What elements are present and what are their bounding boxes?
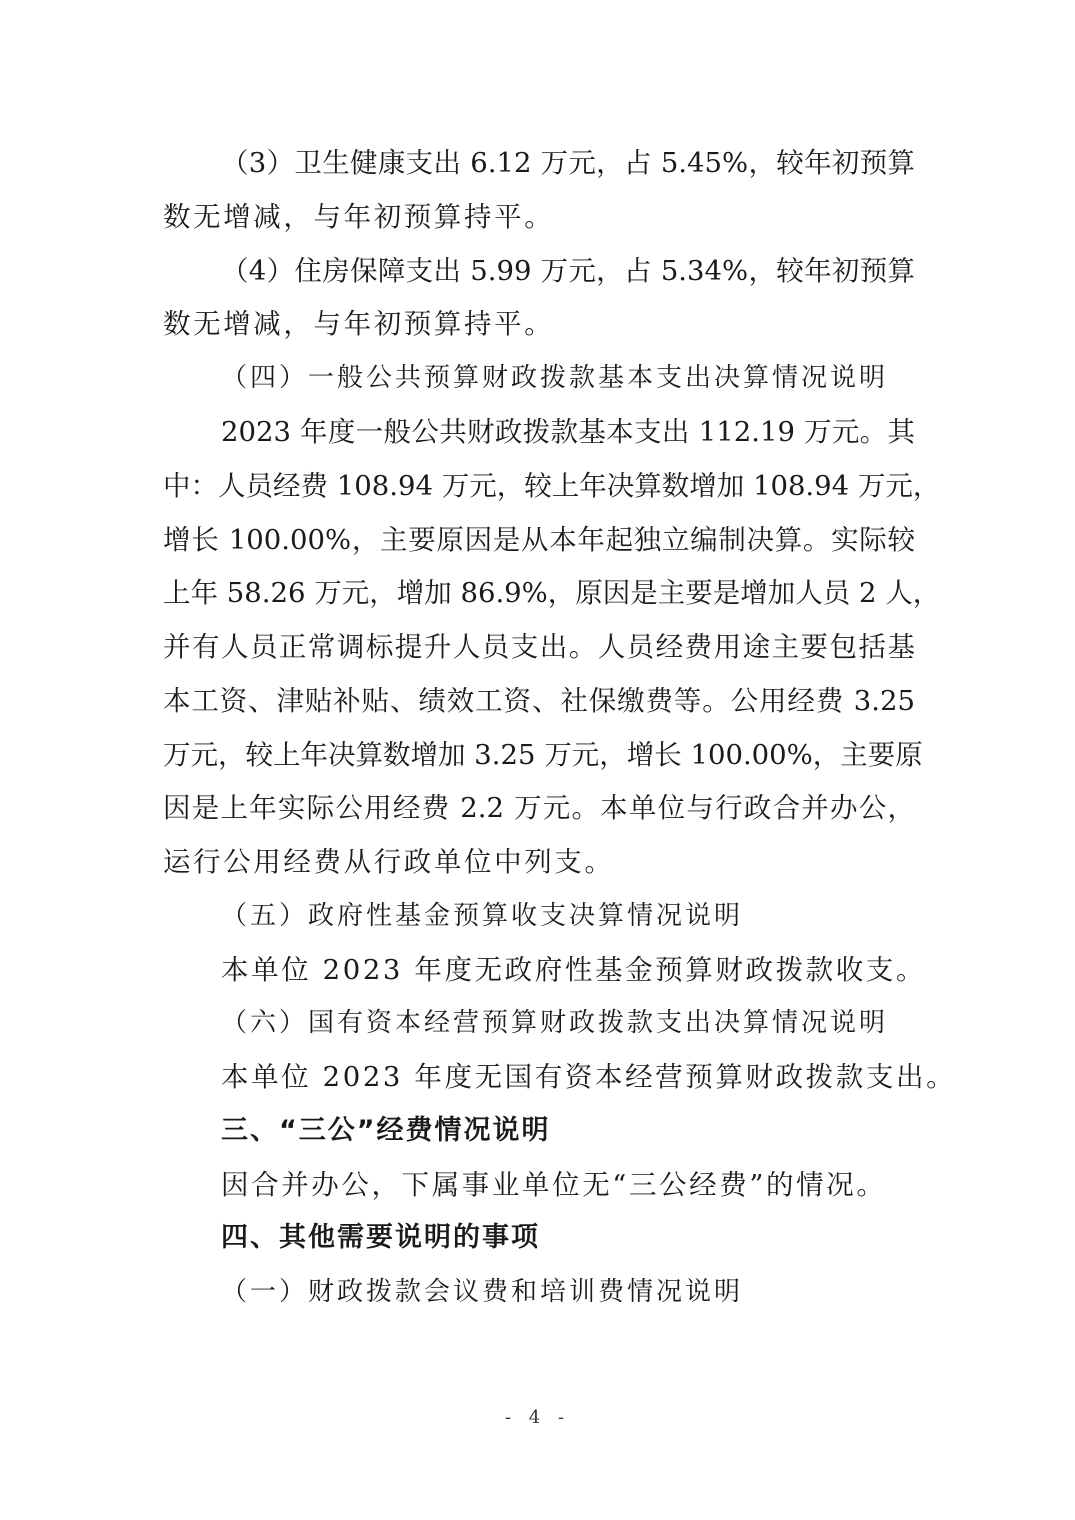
paragraph-housing-expenditure-cont: 数无增减，与年初预算持平。 (163, 308, 555, 340)
paragraph-basic-expenditure-line-3: 增长 100.00%，主要原因是从本年起独立编制决算。实际较 (163, 524, 915, 556)
paragraph-government-fund: 本单位 2023 年度无政府性基金预算财政拨款收支。 (221, 954, 927, 986)
heading-other-matters: 四、其他需要说明的事项 (221, 1222, 540, 1253)
subheading-government-fund: （五）政府性基金预算收支决算情况说明 (221, 901, 744, 931)
paragraph-basic-expenditure-line-7: 万元，较上年决算数增加 3.25 万元，增长 100.00%，主要原 (163, 739, 923, 771)
paragraph-health-expenditure-cont: 数无增减，与年初预算持平。 (163, 201, 555, 233)
paragraph-basic-expenditure-line-9: 运行公用经费从行政单位中列支。 (163, 846, 615, 878)
subheading-state-capital: （六）国有资本经营预算财政拨款支出决算情况说明 (221, 1008, 889, 1038)
paragraph-housing-expenditure: （4）住房保障支出 5.99 万元，占 5.34%，较年初预算 (221, 255, 915, 287)
paragraph-basic-expenditure-line-4: 上年 58.26 万元，增加 86.9%，原因是主要是增加人员 2 人， (163, 577, 941, 609)
paragraph-basic-expenditure-line-6: 本工资、津贴补贴、绩效工资、社保缴费等。公用经费 3.25 (163, 685, 915, 717)
subheading-meeting-training: （一）财政拨款会议费和培训费情况说明 (221, 1277, 744, 1307)
paragraph-basic-expenditure-line-5: 并有人员正常调标提升人员支出。人员经费用途主要包括基 (163, 631, 915, 663)
paragraph-basic-expenditure-line-2: 中：人员经费 108.94 万元，较上年决算数增加 108.94 万元， (163, 470, 941, 502)
paragraph-state-capital: 本单位 2023 年度无国有资本经营预算财政拨款支出。 (221, 1061, 957, 1093)
paragraph-health-expenditure: （3）卫生健康支出 6.12 万元，占 5.45%，较年初预算 (221, 147, 915, 179)
subheading-basic-expenditure: （四）一般公共预算财政拨款基本支出决算情况说明 (221, 363, 889, 393)
paragraph-basic-expenditure-line-1: 2023 年度一般公共财政拨款基本支出 112.19 万元。其 (221, 416, 915, 448)
paragraph-three-public: 因合并办公，下属事业单位无“三公经费”的情况。 (221, 1169, 887, 1201)
paragraph-basic-expenditure-line-8: 因是上年实际公用经费 2.2 万元。本单位与行政合并办公， (163, 792, 915, 824)
page-number: - 4 - (504, 1407, 571, 1428)
heading-three-public: 三、“三公”经费情况说明 (221, 1115, 551, 1146)
